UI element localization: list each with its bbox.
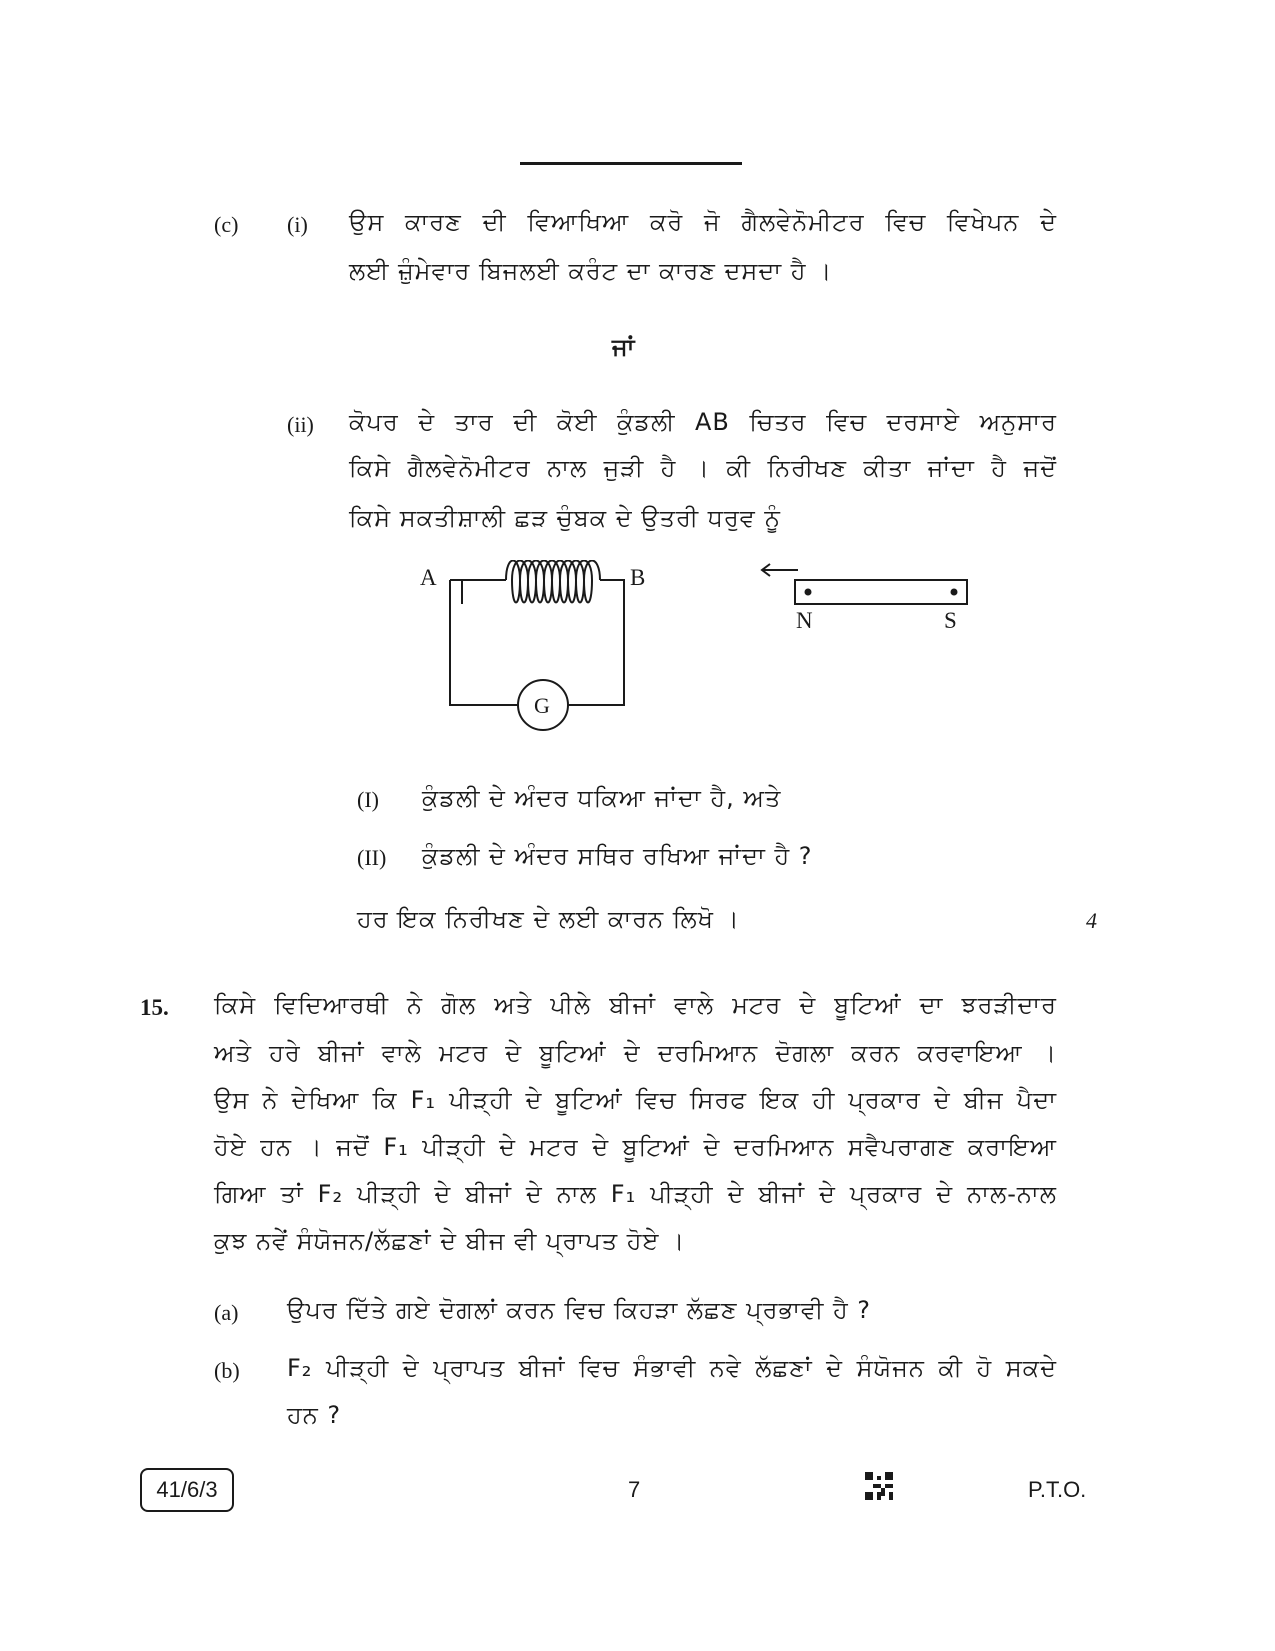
magnet-north-label: N: [796, 608, 813, 633]
coil-galvanometer-diagram: [420, 560, 1020, 760]
q15-label-a: (a): [214, 1300, 239, 1325]
pto-label: P.T.O.: [1028, 1477, 1087, 1502]
q14c-ii-line3: ਕਿਸੇ ਸਕਤੀਸ਼ਾਲੀ ਛੜ ਚੁੰਬਕ ਦੇ ਉਤਰੀ ਧਰੁਵ ਨੂੰ: [349, 504, 781, 532]
q15-line3: ਉਸ ਨੇ ਦੇਖਿਆ ਕਿ F₁ ਪੀੜ੍ਹੀ ਦੇ ਬੂਟਿਆਂ ਵਿਚ ਸਿਰਫ ਇਕ ਹੀ ਪ੍ਰਕਾਰ ਦੇ ਬੀਜ ਪੈਦਾ: [214, 1086, 1057, 1114]
circuit-wire-left: [462, 580, 506, 604]
q14c-sub-I-text: ਕੁੰਡਲੀ ਦੇ ਅੰਦਰ ਧਕਿਆ ਜਾਂਦਾ ਹੈ, ਅਤੇ: [422, 784, 782, 812]
q14c-i-line1: ਉਸ ਕਾਰਣ ਦੀ ਵਿਆਖਿਆ ਕਰੋ ਜੋ ਗੈਲਵੇਨੋਮੀਟਰ ਵਿਚ ਵਿਖੇਪਨ ਦੇ: [349, 208, 1057, 236]
q15-line2: ਅਤੇ ਹਰੇ ਬੀਜਾਂ ਵਾਲੇ ਮਟਰ ਦੇ ਬੂਟਿਆਂ ਦੇ ਦਰਮਿਆਨ ਦੋਗਲਾ ਕਰਨ ਕਰਵਾਇਆ ।: [214, 1039, 1057, 1067]
marks: 4: [1086, 908, 1097, 933]
q15-line6: ਕੁਝ ਨਵੇਂ ਸੰਯੋਜਨ/ਲੱਛਣਾਂ ਦੇ ਬੀਜ ਵੀ ਪ੍ਰਾਪਤ ਹੋਏ ।: [214, 1227, 686, 1255]
page-number: 7: [628, 1477, 641, 1502]
q14c-sub-II-text: ਕੁੰਡਲੀ ਦੇ ਅੰਦਰ ਸਥਿਰ ਰਖਿਆ ਜਾਂਦਾ ਹੈ ?: [422, 842, 813, 870]
circuit-wire-right: [600, 580, 624, 604]
top-rule: [520, 162, 742, 165]
circuit-wire-bottom-left: [450, 580, 518, 705]
circuit-wire-bottom-right: [568, 580, 624, 705]
q14c-conclusion: ਹਰ ਇਕ ਨਿਰੀਖਣ ਦੇ ਲਈ ਕਾਰਨ ਲਿਖੋ ।: [357, 905, 740, 933]
paper-code-box: [140, 1468, 234, 1512]
galvanometer-label: G: [534, 693, 550, 718]
sub-label-i: (i): [287, 212, 308, 237]
q15-line5: ਗਿਆ ਤਾਂ F₂ ਪੀੜ੍ਹੀ ਦੇ ਬੀਜਾਂ ਦੇ ਨਾਲ F₁ ਪੀੜ੍ਹੀ ਦੇ ਬੀਜਾਂ ਦੇ ਪ੍ਰਕਾਰ ਦੇ ਨਾਲ-ਨਾਲ: [214, 1180, 1057, 1208]
sub-label-ii: (ii): [287, 412, 314, 437]
q14c-ii-line2: ਕਿਸੇ ਗੈਲਵੇਨੋਮੀਟਰ ਨਾਲ ਜੁੜੀ ਹੈ । ਕੀ ਨਿਰੀਖਣ ਕੀਤਾ ਜਾਂਦਾ ਹੈ ਜਦੋਂ: [349, 454, 1057, 482]
magnet-s-dot: [951, 589, 958, 596]
bar-magnet: [795, 580, 967, 604]
q15-b-line2: ਹਨ ?: [287, 1401, 342, 1429]
coil-icon: [506, 561, 600, 603]
q14c-ii-line1: ਕੋਪਰ ਦੇ ਤਾਰ ਦੀ ਕੋਈ ਕੁੰਡਲੀ AB ਚਿਤਰ ਵਿਚ ਦਰਸਾਏ ਅਨੁਸਾਰ: [349, 408, 1057, 436]
q15-label-b: (b): [214, 1358, 240, 1383]
q15-a-text: ਉਪਰ ਦਿੱਤੇ ਗਏ ਦੋਗਲਾਂ ਕਰਨ ਵਿਚ ਕਿਹੜਾ ਲੱਛਣ ਪ੍ਰਭਾਵੀ ਹੈ ?: [287, 1296, 872, 1324]
or-separator: ਜਾਂ: [612, 333, 636, 361]
magnet-n-dot: [805, 589, 812, 596]
q14c-i-line2: ਲਈ ਜ਼ੁੰਮੇਵਾਰ ਬਿਜਲਈ ਕਰੰਟ ਦਾ ਕਾਰਣ ਦਸਦਾ ਹੈ ।: [349, 257, 833, 285]
q15-b-line1: F₂ ਪੀੜ੍ਹੀ ਦੇ ਪ੍ਰਾਪਤ ਬੀਜਾਂ ਵਿਚ ਸੰਭਾਵੀ ਨਵੇ ਲੱਛਣਾਂ ਦੇ ਸੰਯੋਜਨ ਕੀ ਹੋ ਸਕਦੇ: [287, 1354, 1057, 1382]
part-label-c: (c): [214, 212, 239, 237]
q15-line1: ਕਿਸੇ ਵਿਦਿਆਰਥੀ ਨੇ ਗੋਲ ਅਤੇ ਪੀਲੇ ਬੀਜਾਂ ਵਾਲੇ ਮਟਰ ਦੇ ਬੂਟਿਆਂ ਦਾ ਝਰੜੀਦਾਰ: [214, 991, 1057, 1019]
sub-label-II: (II): [357, 845, 387, 870]
paper-code: 41/6/3: [156, 1477, 218, 1502]
qr-code-icon: [865, 1472, 893, 1500]
label-b: B: [630, 565, 646, 590]
q15-line4: ਹੋਏ ਹਨ । ਜਦੋਂ F₁ ਪੀੜ੍ਹੀ ਦੇ ਮਟਰ ਦੇ ਬੂਟਿਆਂ ਦੇ ਦਰਮਿਆਨ ਸਵੈਪਰਾਗਣ ਕਰਾਇਆ: [214, 1133, 1057, 1161]
label-a: A: [420, 565, 437, 590]
sub-label-I: (I): [357, 787, 379, 812]
magnet-south-label: S: [944, 608, 957, 633]
question-number-15: 15.: [140, 995, 169, 1020]
